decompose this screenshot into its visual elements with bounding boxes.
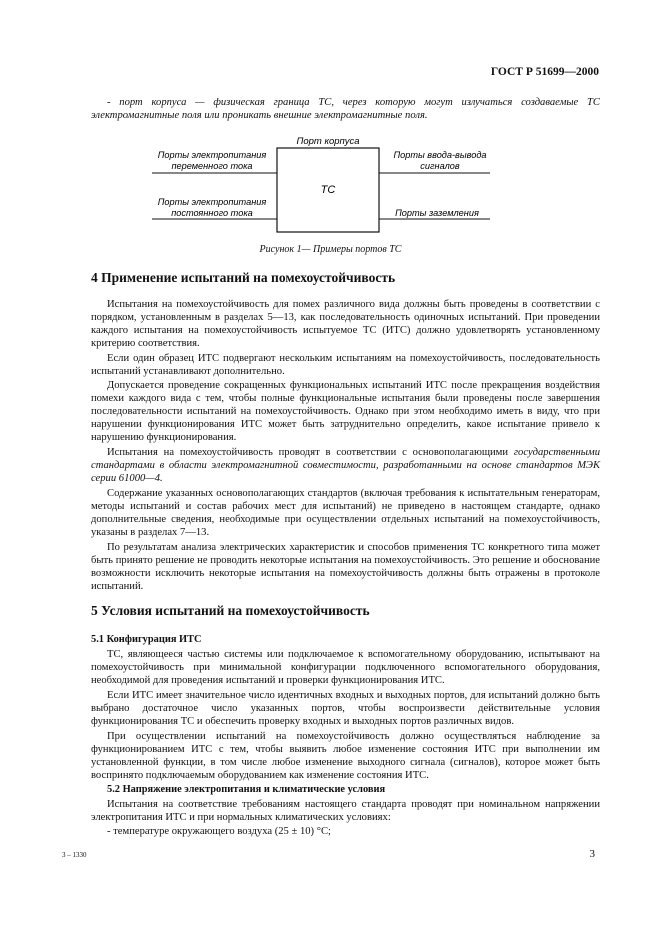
- signal-port-label-2: сигналов: [420, 161, 460, 171]
- section-4-paragraph-5: Содержание указанных основополагающих стандартов (включая требования к испытательным генераторам, методы испытаний и состав рабочих мест для испытаний) не приведено в настоящем стандарте, однако дополнительные сведения, необходимые при осуществлении отдельных испытаний на помехоустойчивость, указаны в разделах 7—13.: [91, 488, 600, 538]
- signal-port-label-1: Порты ввода-вывода: [393, 150, 487, 160]
- subsection-5-2-heading: 5.2 Напряжение электропитания и климатические условия: [107, 784, 386, 795]
- section-4-paragraph-3: Допускается проведение сокращенных функциональных испытаний ИТС после прекращения воздействия помехи каждого вида с тем, чтобы полные функциональные испытания были проведены после завершения последовательности испытаний на помехоустойчивость. Однако при этом необходимо иметь в виду, что при нарушении функционирования ИТС может быть затруднительно определить, какое испытание привело к нарушению функционирования.: [91, 380, 600, 443]
- ground-port-label: Порты заземления: [395, 208, 479, 218]
- section-4-paragraph-1: Испытания на помехоустойчивость для помех различного вида должны быть проведены в соответствии с порядком, установленным в разделах 5—13, как последовательность одиночных испытаний. При проведении каждого испытания на помехоустойчивость испытуемое ТС (ИТС) должно удовлетворять установленному критерию соответствия.: [91, 299, 600, 349]
- subsection-5-2-paragraph-1: Испытания на соответствие требованиям настоящего стандарта проводят при номинальном напряжении электропитания ИТС и при нормальных климатических условиях:: [91, 799, 600, 823]
- dc-port-label-1: Порты электропитания: [157, 197, 267, 207]
- section-4-paragraph-4: [91, 446, 600, 485]
- dc-port-label-2: постоянного тока: [171, 208, 253, 218]
- section-4-heading: 4 Применение испытаний на помехоустойчивость: [91, 270, 396, 285]
- subsection-5-1-heading: 5.1 Конфигурация ИТС: [91, 634, 202, 645]
- section-4-paragraph-2: Если один образец ИТС подвергают нескольким испытаниям на помехоустойчивость, последовательность испытаний устанавливают дополнительно.: [91, 353, 600, 377]
- ports-diagram: [150, 133, 500, 243]
- section-4-paragraph-6: По результатам анализа электрических характеристик и способов применения ТС конкретного типа может быть принято решение не проводить некоторые испытания на помехоустойчивость. Это решение и обоснование возможности исключить некоторые испытания на помехоустойчивость должны быть отражены в протоколе испытаний.: [91, 542, 600, 592]
- equipment-label: ТС: [320, 184, 336, 196]
- subsection-5-1-paragraph-2: Если ИТС имеет значительное число идентичных входных и выходных портов, для испытаний должно быть выбрано достаточное число указанных портов, чтобы воспроизвести действительные условия функционирования ТС и обеспечить проверку входных и выходных портов различных видов.: [91, 690, 600, 727]
- section-5-heading: 5 Условия испытаний на помехоустойчивость: [91, 603, 370, 618]
- subsection-5-1-paragraph-1: ТС, являющееся частью системы или подключаемое к вспомогательному оборудованию, испытывают на помехоустойчивость при минимальной конфигурации подключенного вспомогательного оборудования, необходимой для проведения испытаний и проверки функционирования ИТС.: [91, 649, 600, 686]
- enclosure-port-label: Порт корпуса: [296, 136, 360, 147]
- standard-code: ГОСТ Р 51699—2000: [490, 66, 599, 78]
- subsection-5-2-list-item-1: - температуре окружающего воздуха (25 ± 10) °С;: [107, 826, 331, 837]
- subsection-5-1-paragraph-3: При осуществлении испытаний на помехоустойчивость должно осуществляться наблюдение за функционированием ИТС с тем, чтобы выявить любое изменение состояния ИТС при выполнении им установленной функции, в том числе любое изменение выходного сигнала (сигналов), которое может быть воспринято подключаемым оборудованием как изменение состояния ИТС.: [91, 731, 600, 781]
- paragraph-4-text: Испытания на помехоустойчивость проводят в соответствии с основополагающими: [107, 447, 514, 458]
- port-definition: - порт корпуса — физическая граница ТС, через которую могут излучаться создаваемые ТС электромагнитные поля или проникать внешние электромагнитные поля.: [91, 97, 600, 121]
- ac-port-label-2: переменного тока: [171, 161, 253, 171]
- paragraph-4-italic-text: государственными стандартами в области электромагнитной совместимости, разработанными на основе стандартов МЭК серии 61000—4.: [91, 447, 600, 484]
- figure-caption: Рисунок 1— Примеры портов ТС: [259, 244, 402, 255]
- page-number: 3: [589, 848, 595, 860]
- ac-port-label-1: Порты электропитания: [157, 150, 267, 160]
- print-code: 3 – 1330: [62, 851, 87, 859]
